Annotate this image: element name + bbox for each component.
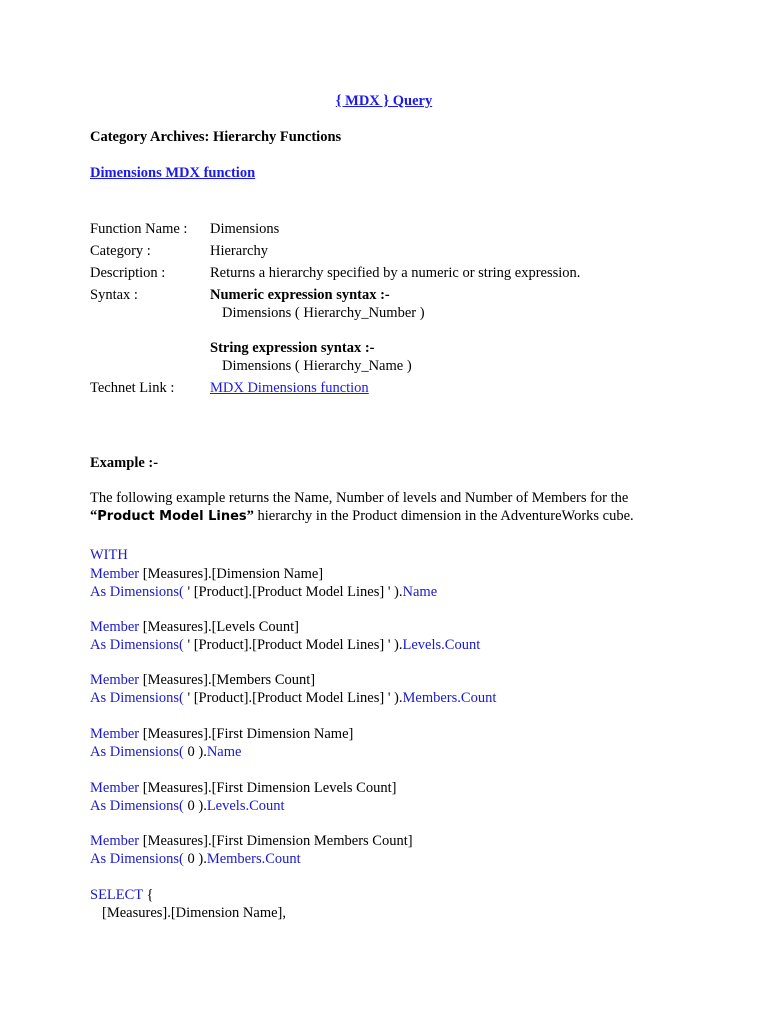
function-name-value: Dimensions <box>210 221 280 237</box>
string-syntax-code: Dimensions ( Hierarchy_Name ) <box>222 358 412 374</box>
keyword-as-dimensions: As Dimensions( <box>90 851 184 867</box>
post-title <box>90 164 255 182</box>
site-title <box>90 92 678 110</box>
category-heading: Category Archives: Hierarchy Functions <box>90 129 342 145</box>
example-description <box>90 489 690 526</box>
keyword-member: Member <box>90 566 140 582</box>
code-line-member3 <box>90 671 315 689</box>
code-line-member1 <box>90 565 323 583</box>
select-brace: { <box>142 887 154 903</box>
property-members-count: Members.Count <box>206 851 301 867</box>
member-name: [Measures].[Levels Count] <box>139 619 299 635</box>
property-name: Name <box>206 744 242 760</box>
code-line-as5 <box>90 797 285 815</box>
code-line-member5 <box>90 779 396 797</box>
code-line-with <box>90 546 128 564</box>
member-name: [Measures].[Dimension Name] <box>139 566 324 582</box>
code-line-as4 <box>90 743 241 761</box>
keyword-as-dimensions: As Dimensions( <box>90 690 184 706</box>
dimension-arg: 0 ). <box>183 744 207 760</box>
string-syntax-heading: String expression syntax :- <box>210 340 375 356</box>
code-line-select <box>90 886 154 904</box>
member-name: [Measures].[First Dimension Levels Count] <box>139 780 397 796</box>
keyword-as-dimensions: As Dimensions( <box>90 637 184 653</box>
numeric-syntax-code: Dimensions ( Hierarchy_Number ) <box>222 305 425 321</box>
code-line-member4 <box>90 725 353 743</box>
property-levels-count: Levels.Count <box>402 637 481 653</box>
keyword-as-dimensions: As Dimensions( <box>90 584 184 600</box>
keyword-with: WITH <box>90 547 128 563</box>
numeric-syntax-heading: Numeric expression syntax :- <box>210 287 390 303</box>
property-levels-count: Levels.Count <box>206 798 285 814</box>
member-name: [Measures].[First Dimension Name] <box>139 726 354 742</box>
close-quote: ” <box>246 508 254 524</box>
member-name: [Measures].[First Dimension Members Count] <box>139 833 413 849</box>
keyword-member: Member <box>90 726 140 742</box>
keyword-as-dimensions: As Dimensions( <box>90 798 184 814</box>
property-members-count: Members.Count <box>402 690 497 706</box>
technet-link[interactable]: MDX Dimensions function <box>210 380 369 396</box>
technet-label: Technet Link : <box>90 380 175 396</box>
dimension-arg: ' [Product].[Product Model Lines] ' ). <box>183 584 403 600</box>
keyword-as-dimensions: As Dimensions( <box>90 744 184 760</box>
code-line-member2 <box>90 618 299 636</box>
syntax-label: Syntax : <box>90 287 138 303</box>
property-name: Name <box>402 584 438 600</box>
keyword-member: Member <box>90 780 140 796</box>
description-label: Description : <box>90 265 166 281</box>
document-page <box>90 0 710 1024</box>
dimension-arg: ' [Product].[Product Model Lines] ' ). <box>183 690 403 706</box>
category-value: Hierarchy <box>210 243 268 259</box>
code-line-as6 <box>90 850 301 868</box>
select-item: [Measures].[Dimension Name], <box>102 905 287 921</box>
dimension-arg: 0 ). <box>183 851 207 867</box>
open-quote: “ <box>90 508 98 524</box>
code-line-member6 <box>90 832 413 850</box>
keyword-member: Member <box>90 619 140 635</box>
member-name: [Measures].[Members Count] <box>139 672 316 688</box>
example-desc-part2: hierarchy in the Product dimension in the AdventureWorks cube. <box>253 508 634 524</box>
hierarchy-name: Product Model Lines <box>97 509 247 524</box>
code-line-select-item <box>102 904 286 922</box>
keyword-select: SELECT <box>90 887 143 903</box>
site-title-link[interactable]: { MDX } Query <box>335 93 433 109</box>
keyword-member: Member <box>90 833 140 849</box>
dimension-arg: 0 ). <box>183 798 207 814</box>
code-line-as3 <box>90 689 496 707</box>
function-name-label: Function Name : <box>90 221 188 237</box>
example-heading: Example :- <box>90 455 159 471</box>
category-label: Category : <box>90 243 151 259</box>
code-line-as1 <box>90 583 437 601</box>
code-line-as2 <box>90 636 480 654</box>
description-value: Returns a hierarchy specified by a numeric or string expression. <box>210 265 581 281</box>
example-desc-part1: The following example returns the Name, Number of levels and Number of Members for the <box>90 490 629 506</box>
dimension-arg: ' [Product].[Product Model Lines] ' ). <box>183 637 403 653</box>
keyword-member: Member <box>90 672 140 688</box>
post-title-link[interactable]: Dimensions MDX function <box>90 165 256 181</box>
